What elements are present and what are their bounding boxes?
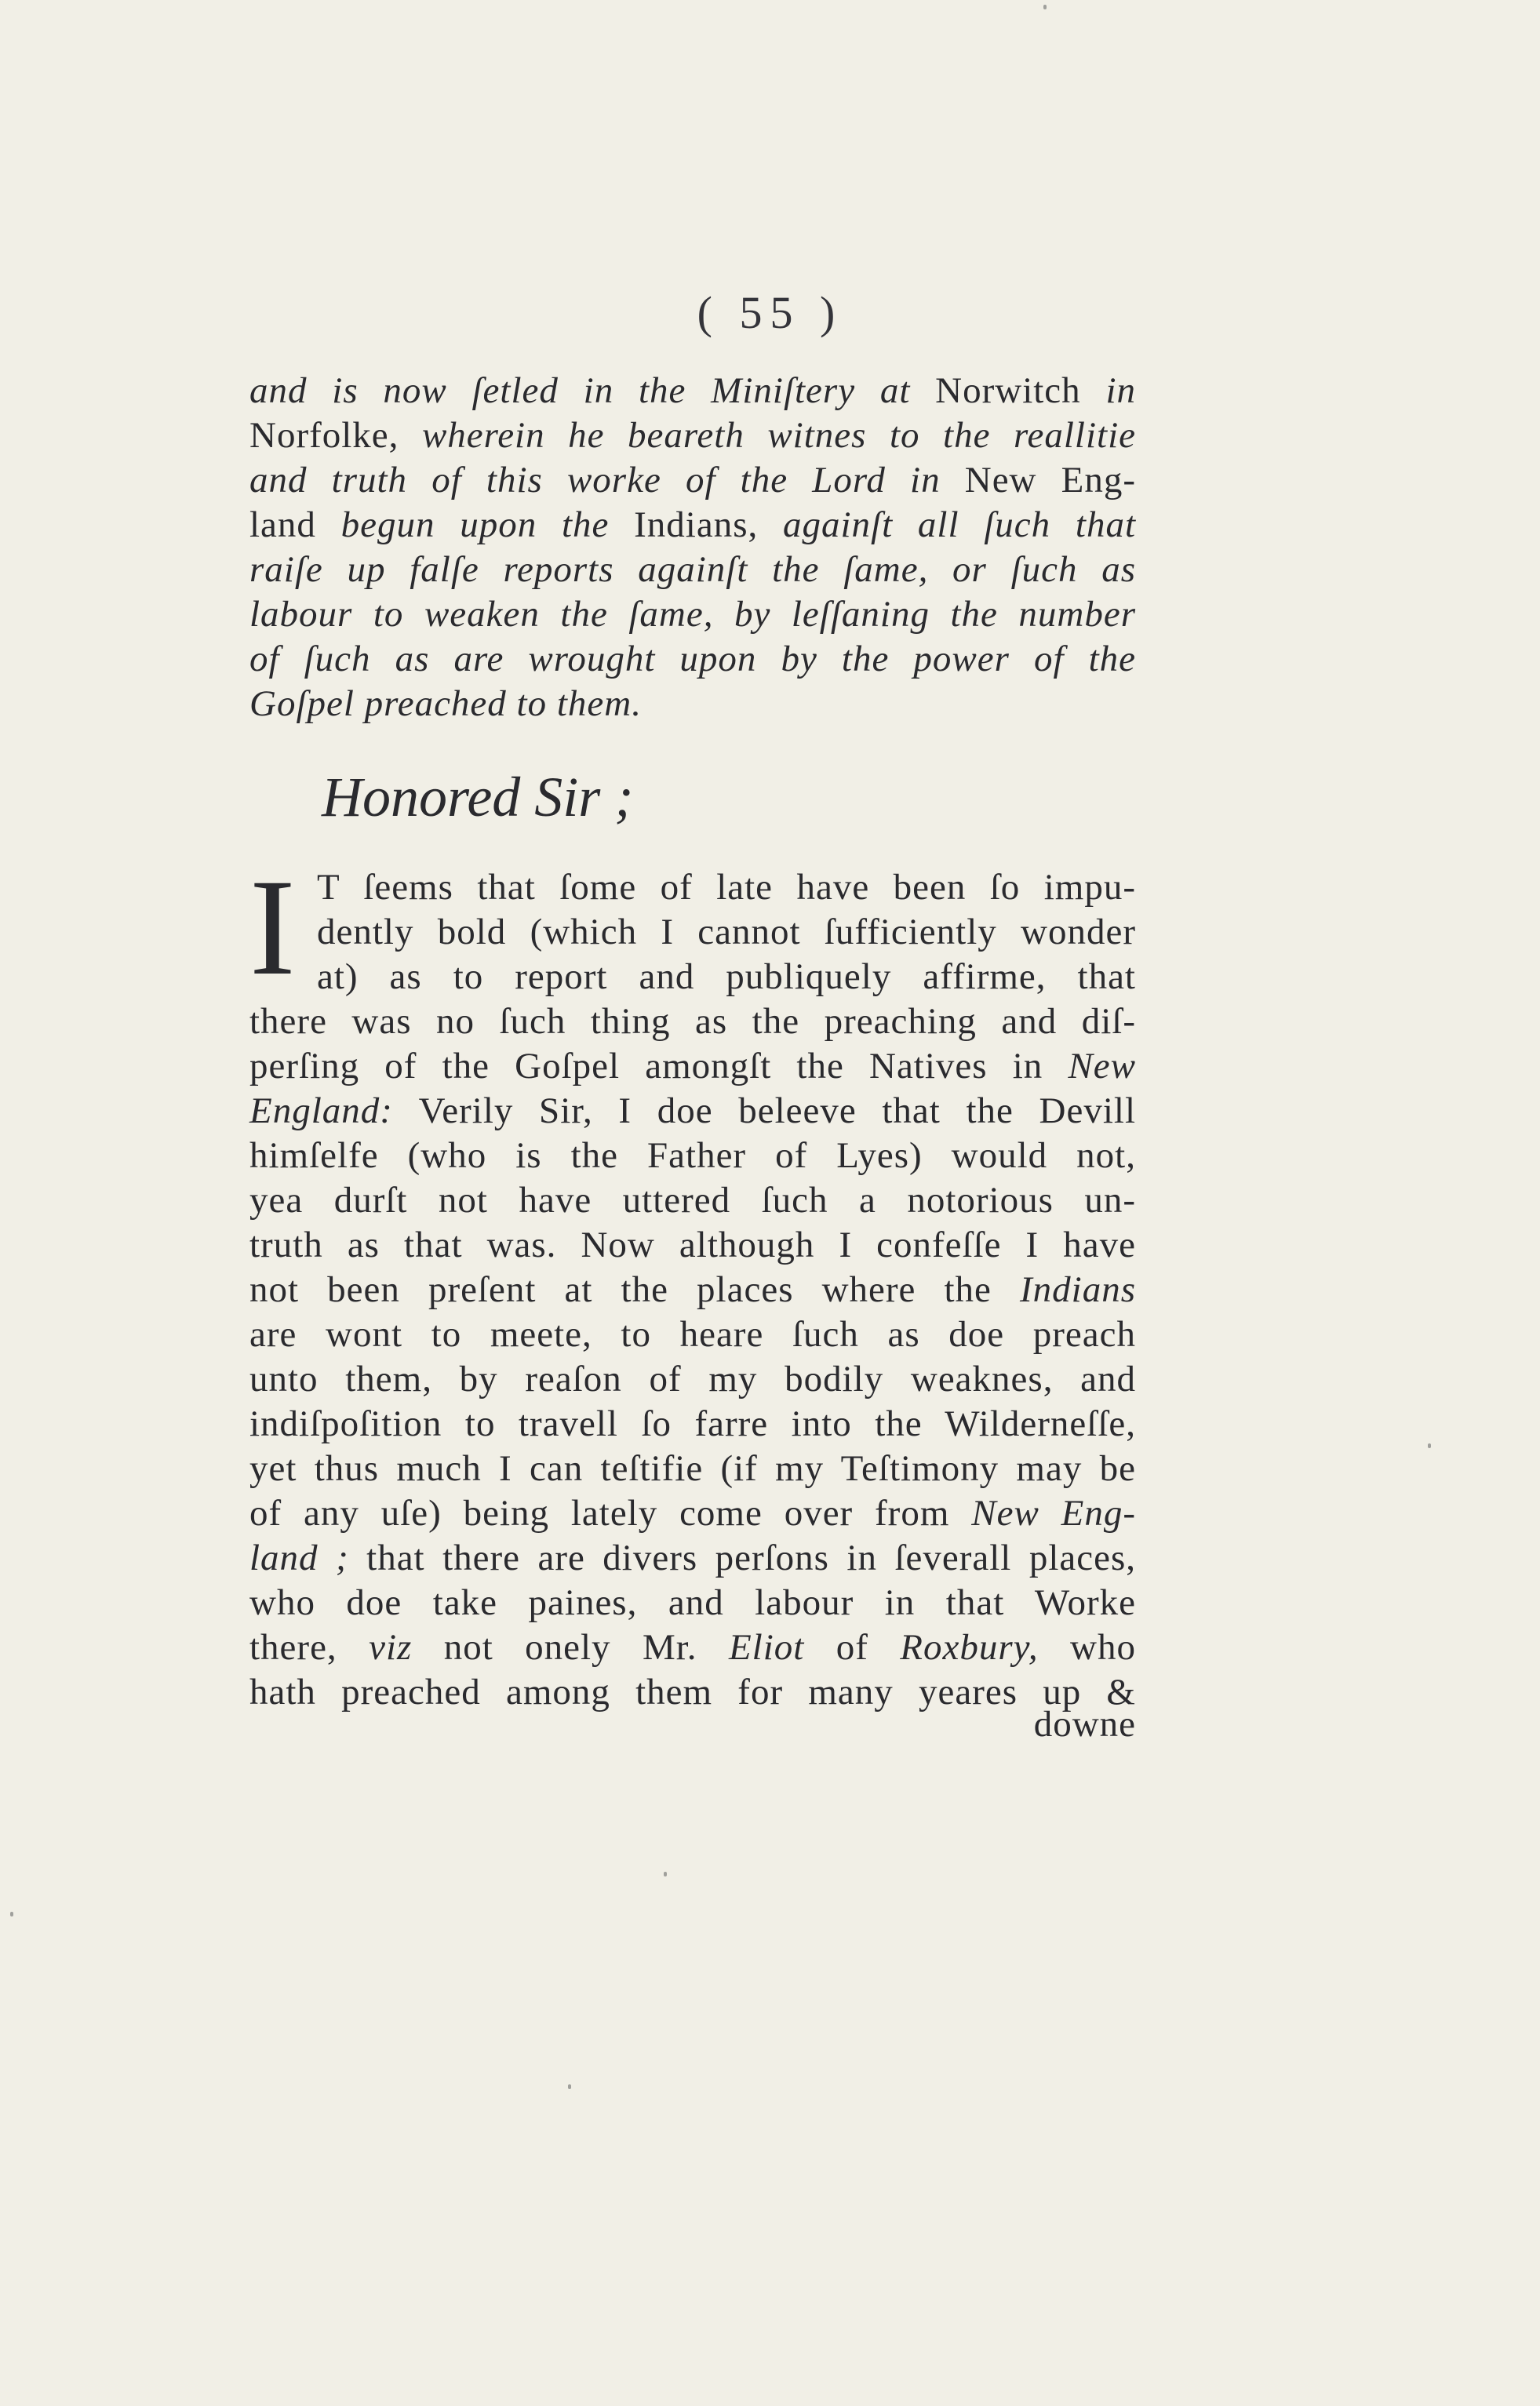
text-run: England: [249,1090,419,1131]
text-run: New Eng- [964,460,1136,500]
letter-line [249,1447,1136,1491]
intro-line [249,369,1136,413]
letter-line [249,1491,1136,1536]
intro-line [249,682,1136,726]
drop-cap-letter: I [249,851,296,1004]
letter-line [249,1312,1136,1357]
intro-line [249,458,1136,503]
letter-line [249,955,1136,999]
text-run: there, [249,1627,370,1668]
text-run: not onely Mr. [443,1627,729,1668]
text-run: Roxbury, [900,1627,1071,1668]
text-run: T ſeems that ſome of late have been ſo impu- [317,867,1136,908]
text-run: and truth of this worke of the Lord in [249,460,965,500]
letter-line [249,1089,1136,1134]
text-run: againſt all ſuch that [782,504,1137,545]
intro-line [249,503,1136,548]
text-run: of [836,1627,901,1668]
text-run: Eliot [728,1627,836,1668]
text-run: himſelfe (who is the Father of Lyes) would not, [249,1135,1136,1176]
introductory-paragraph [249,369,1136,726]
text-run: hath preached among them for many yeares up & [249,1672,1136,1713]
text-run: of any uſe) being lately come over from [249,1493,972,1534]
text-run: ſetled in the Miniſtery at [471,370,936,411]
letter-line [249,1044,1136,1089]
letter-line [249,1581,1136,1625]
catchword-line [249,1702,1136,1747]
text-run: Verily Sir, I doe beleeve that the Devill [418,1090,1136,1131]
letter-body [249,865,1136,1715]
letter-line [249,999,1136,1044]
text-run: land ; [249,1538,367,1578]
intro-line [249,592,1136,637]
text-run: dently bold (which I cannot ſufficiently wonder [317,912,1136,952]
text-run: Goſpel preached to them. [249,683,642,724]
letter-line [249,1625,1136,1670]
paper-speck [664,1872,667,1876]
paper-speck [10,1912,13,1916]
text-run: yea durſt not have uttered ſuch a notorious un- [249,1180,1136,1221]
letter-line [249,1536,1136,1581]
letter-line [249,1223,1136,1268]
text-run: truth as that was. Now although I confeſſe I have [249,1225,1136,1265]
text-run: Norfolke, [249,415,422,456]
text-run: yet thus much I can teſtifie (if my Teſtimony may be [249,1448,1136,1489]
paper-speck [568,2084,571,2089]
text-run: who [1070,1627,1136,1668]
page-number: ( 55 ) [697,287,843,338]
catchword: downe [1033,1704,1136,1745]
letter-line [249,1268,1136,1312]
text-run: at) as to report and publiquely affirme, that [317,956,1136,997]
text-run: and is now [249,370,472,411]
salutation-heading: Honored Sir ; [322,766,634,828]
text-run: there was no ſuch thing as the preaching and diſ- [249,1001,1136,1042]
text-run: that there are divers perſons in ſeverall places, [366,1538,1136,1578]
text-run: labour to weaken the ſame, by leſſaning the number [249,594,1136,635]
text-run: New Eng- [971,1493,1136,1534]
paper-speck [1043,5,1047,9]
text-run: wherein he beareth witnes to the reallitie [421,415,1137,456]
letter-line [249,1178,1136,1223]
text-run: unto them, by reaſon of my bodily weaknes, and [249,1359,1136,1400]
text-run: of ſuch as are wrought upon by the power of the [249,639,1136,679]
letter-line [249,1134,1136,1178]
text-run: begun upon the [340,504,635,545]
text-run: Indians, [634,504,783,545]
paper-speck [1428,1443,1431,1448]
text-run: Indians [1020,1269,1136,1310]
intro-line [249,548,1136,592]
letter-line [249,910,1136,955]
text-run: New [1068,1046,1136,1087]
text-run: in [1105,370,1136,411]
letter-line [249,1402,1136,1447]
letter-line [249,1357,1136,1402]
text-run: viz [369,1627,444,1668]
text-run: not been preſent at the places where the [249,1269,1020,1310]
text-run: are wont to meete, to heare ſuch as doe preach [249,1314,1136,1355]
intro-line [249,413,1136,458]
letter-line [249,865,1136,910]
text-run: who doe take paines, and labour in that Worke [249,1582,1136,1623]
text-run: raiſe up falſe reports againſt the ſame, or ſuch as [249,549,1136,590]
text-run: land [249,504,341,545]
text-run: Norwitch [935,370,1106,411]
text-run: perſing of the Goſpel amongſt the Natives in [249,1046,1069,1087]
text-run: indiſpoſition to travell ſo farre into the Wilderneſſe, [249,1403,1136,1444]
intro-line [249,637,1136,682]
